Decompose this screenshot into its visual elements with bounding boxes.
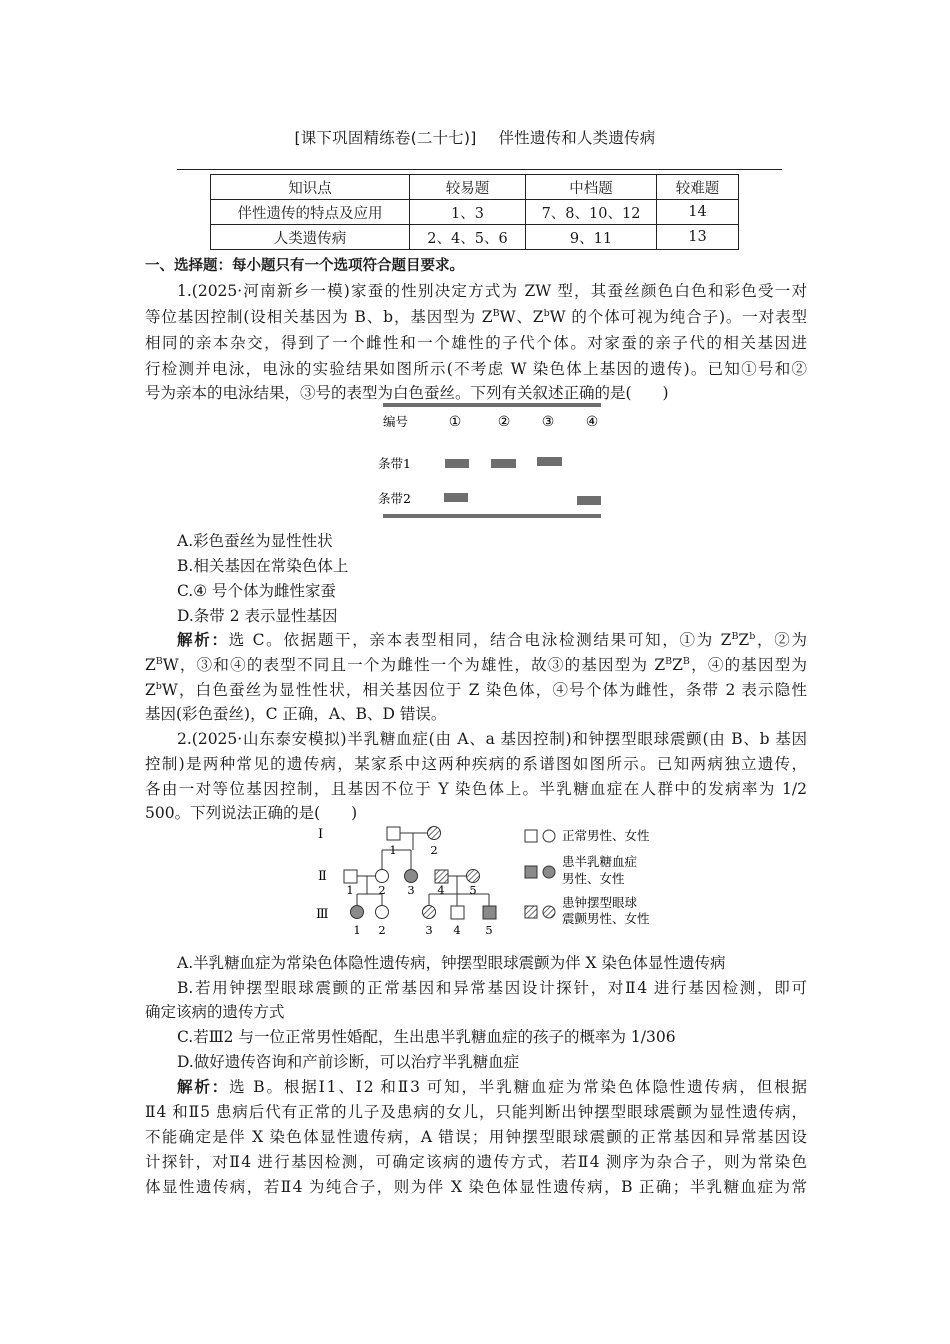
generation-label: Ⅲ xyxy=(316,907,329,922)
q2-analysis-line: 解析：选 B。根据Ⅰ1、Ⅰ2 和Ⅱ3 可知，半乳糖血症为常染色体隐性遗传病，但根据 xyxy=(177,1078,807,1096)
title-topic: 伴性遗传和人类遗传病 xyxy=(498,129,656,147)
q1-stem-line: 1.(2025·河南新乡一模)家蚕的性别决定方式为 ZW 型，其蚕丝颜色白色和彩色受一对 xyxy=(177,282,807,300)
table-cell: 9、11 xyxy=(526,225,657,250)
gel-top-border xyxy=(383,403,601,407)
table-header-cell: 较易题 xyxy=(410,175,526,200)
q1-stem-line: 等位基因控制(设相关基因为 B、b，基因型为 $Z^BW$、$Z^bW$ 的个体可视为纯合子)。一对表型 xyxy=(145,308,807,326)
section-heading: 一、选择题：每小题只有一个选项符合题目要求。 xyxy=(145,258,464,274)
q2-stem-line: 500。下列说法正确的是( ) xyxy=(145,804,358,822)
difficulty-table xyxy=(210,174,739,250)
legend-male-symbol xyxy=(525,906,537,918)
pedigree-normal-male xyxy=(451,906,464,919)
table-cell: 13 xyxy=(657,225,739,250)
q1-option-a: A.彩色蚕丝为显性性状 xyxy=(177,532,333,550)
gel-lane-label: ① xyxy=(448,414,462,430)
q2-stem-line: 2.(2025·山东泰安模拟)半乳糖血症(由 A、a 基因控制)和钟摆型眼球震颤(由 B、b 基因 xyxy=(177,730,807,748)
q2-option-b-cont: 确定该病的遗传方式 xyxy=(145,1003,285,1021)
pedigree-id: 3 xyxy=(425,923,433,937)
q2-analysis-line: Ⅱ4 和Ⅱ5 患病后代有正常的儿子及患病的女儿，只能判断出钟摆型眼球震颤为显性遗传病， xyxy=(145,1103,807,1121)
table-cell: 7、8、10、12 xyxy=(526,200,657,225)
q1-stem-line: 相同的亲本杂交，得到了一个雌性和一个雄性的子代个体。对家蚕的亲子代的相关基因进 xyxy=(145,334,807,352)
legend-normal: 正常男性、女性 xyxy=(562,828,650,843)
gel-row-label: 条带2 xyxy=(378,491,411,506)
generation-label: Ⅰ xyxy=(318,827,324,842)
pedigree-affected-nystagmus-female xyxy=(428,827,441,840)
pedigree-affected-galactosemia-male xyxy=(483,906,496,919)
table-row xyxy=(211,225,739,250)
q1-analysis-line: $Z^BW$，③和④的表型不同且一个为雌性一个为雄性，故③的基因型为 $Z^BZ^B$，④的基因型为 xyxy=(145,656,807,674)
table-header-cell: 知识点 xyxy=(211,175,410,200)
q1-analysis-line: 基因(彩色蚕丝)，C 正确，A、B、D 错误。 xyxy=(145,705,447,723)
q2-stem-line: 控制)是两种常见的遗传病，某家系中这两种疾病的系谱图如图所示。已知两病独立遗传， xyxy=(145,755,807,773)
table-row xyxy=(211,200,739,225)
pedigree-id: 1 xyxy=(389,843,397,857)
q2-option-c: C.若Ⅲ2 与一位正常男性婚配，生出患半乳糖血症的孩子的概率为 1/306 xyxy=(177,1028,676,1046)
pedigree-affected-galactosemia-female xyxy=(351,906,364,919)
q1-analysis-line: 解析：选 C。依据题干，亲本表型相同，结合电泳检测结果可知，①为 $Z^BZ^b$，②为 xyxy=(177,631,807,649)
q2-option-b: B.若用钟摆型眼球震颤的正常基因和异常基因设计探针，对Ⅱ4 进行基因检测，即可 xyxy=(177,979,807,997)
gel-band xyxy=(537,457,562,466)
legend-male-symbol xyxy=(525,830,537,842)
gel-lane-label: ③ xyxy=(541,414,555,430)
title-divider xyxy=(177,169,782,170)
q1-stem-line: 行检测并电泳，电泳的实验结果如图所示(不考虑 W 染色体上基因的遗传)。已知①号和② xyxy=(145,360,807,378)
legend-galactosemia: 患半乳糖血症 xyxy=(562,854,638,869)
pedigree-id: 1 xyxy=(353,923,361,937)
table-header-row xyxy=(211,175,739,200)
pedigree-id: 4 xyxy=(437,883,445,897)
pedigree-id: 2 xyxy=(378,883,386,897)
table-header-cell: 较难题 xyxy=(657,175,739,200)
table-cell: 伴性遗传的特点及应用 xyxy=(211,200,410,225)
q1-option-b: B.相关基因在常染色体上 xyxy=(177,557,349,575)
gel-band xyxy=(445,459,469,468)
q2-stem-line: 各由一对等位基因控制，且基因不位于 Y 染色体上。半乳糖血症在人群中的发病率为 1/2 xyxy=(145,780,807,798)
pedigree-affected-galactosemia-female xyxy=(405,870,418,883)
legend-female-symbol xyxy=(543,906,555,918)
gel-bottom-border xyxy=(383,514,601,518)
pedigree-id: 1 xyxy=(346,883,354,897)
gel-band xyxy=(491,459,516,468)
legend-galactosemia: 男性、女性 xyxy=(562,871,625,886)
pedigree-figure xyxy=(312,822,662,942)
pedigree-id: 3 xyxy=(407,883,415,897)
pedigree-normal-female xyxy=(376,906,389,919)
table-header-cell: 中档题 xyxy=(526,175,657,200)
pedigree-id: 5 xyxy=(469,883,477,897)
legend-nystagmus: 震颤男性、女性 xyxy=(562,911,650,926)
table-cell: 14 xyxy=(657,200,739,225)
q1-option-c: C.④ 号个体为雌性家蚕 xyxy=(177,582,337,600)
pedigree-affected-nystagmus-female xyxy=(467,870,480,883)
pedigree-normal-male xyxy=(344,870,357,883)
pedigree-normal-male xyxy=(387,827,400,840)
pedigree-id: 2 xyxy=(378,923,386,937)
pedigree-affected-nystagmus-female xyxy=(423,906,436,919)
pedigree-id: 2 xyxy=(430,843,438,857)
table-cell: 人类遗传病 xyxy=(211,225,410,250)
legend-nystagmus: 患钟摆型眼球 xyxy=(562,895,638,910)
q2-option-d: D.做好遗传咨询和产前诊断，可以治疗半乳糖血症 xyxy=(177,1053,520,1071)
q2-analysis-line: 计探针，对Ⅱ4 进行基因检测，可确定该病的遗传方式，若Ⅱ4 测序为杂合子，则为常染色 xyxy=(145,1153,807,1171)
gel-header-label: 编号 xyxy=(383,414,409,429)
pedigree-normal-female xyxy=(376,870,389,883)
table-cell: 1、3 xyxy=(410,200,526,225)
table-cell: 2、4、5、6 xyxy=(410,225,526,250)
gel-lane-label: ② xyxy=(497,414,511,430)
q2-option-a: A.半乳糖血症为常染色体隐性遗传病，钟摆型眼球震颤为伴 X 染色体显性遗传病 xyxy=(177,954,726,972)
q2-analysis-line: 体显性遗传病，若Ⅱ4 为纯合子，则为伴 X 染色体显性遗传病，B 正确；半乳糖血症为常 xyxy=(145,1178,807,1196)
q2-analysis-line: 不能确定是伴 X 染色体显性遗传病，A 错误；用钟摆型眼球震颤的正常基因和异常基因设 xyxy=(145,1128,807,1146)
gel-band xyxy=(577,496,601,505)
pedigree-affected-nystagmus-male xyxy=(435,870,448,883)
pedigree-id: 5 xyxy=(485,923,493,937)
electrophoresis-figure xyxy=(375,402,610,524)
q1-analysis-line: $Z^bW$，白色蚕丝为显性性状，相关基因位于 Z 染色体，④号个体为雌性，条带 2 表示隐性 xyxy=(145,681,807,699)
title-series: [课下巩固精练卷(二十七)] xyxy=(294,129,477,147)
q1-stem-line: 号为亲本的电泳结果，③号的表型为白色蚕丝。下列有关叙述正确的是( ) xyxy=(145,384,669,402)
gel-band xyxy=(444,493,468,502)
legend-female-symbol xyxy=(543,866,555,878)
legend-male-symbol xyxy=(525,866,537,878)
pedigree-id: 4 xyxy=(453,923,461,937)
generation-label: Ⅱ xyxy=(318,869,327,884)
legend-female-symbol xyxy=(543,830,555,842)
gel-row-label: 条带1 xyxy=(378,456,411,471)
q1-option-d: D.条带 2 表示显性基因 xyxy=(177,607,338,625)
page-title xyxy=(0,126,950,148)
gel-lane-label: ④ xyxy=(585,414,599,430)
